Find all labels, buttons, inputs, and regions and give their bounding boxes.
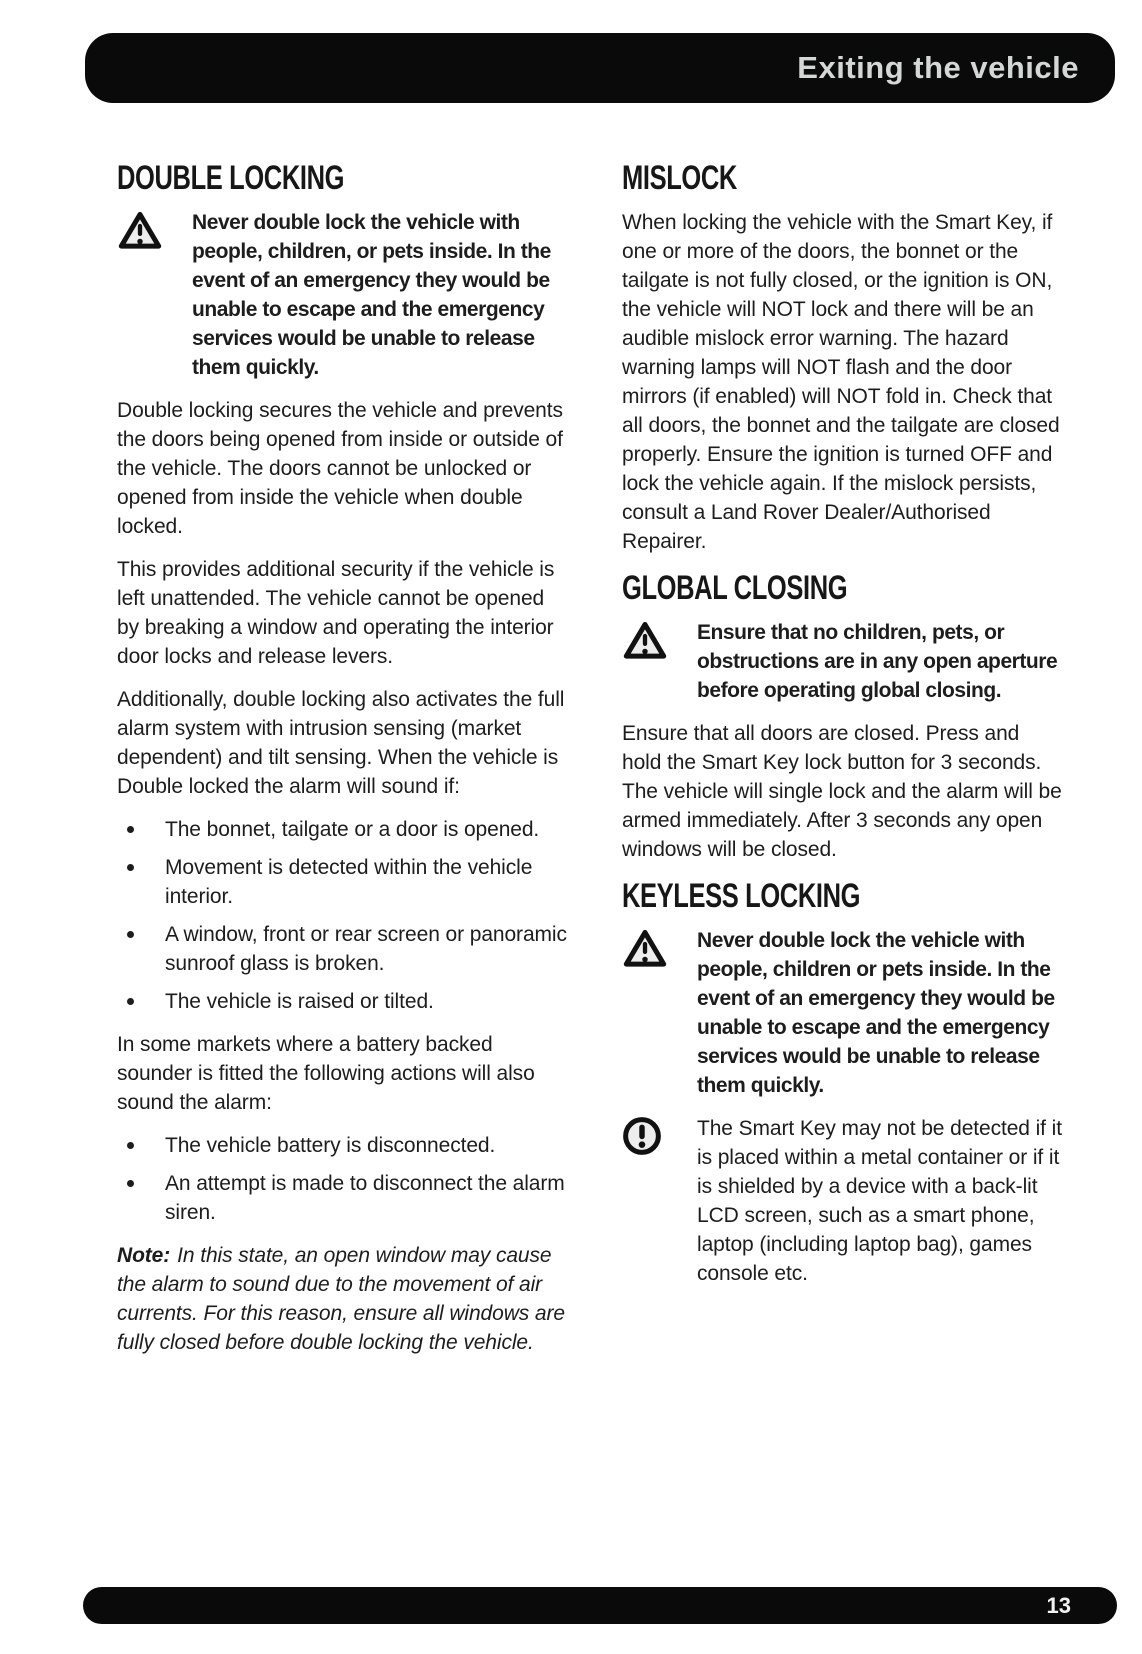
warning-triangle-icon xyxy=(622,926,697,1100)
bullet-icon xyxy=(117,815,165,844)
info-circle-exclamation-icon xyxy=(622,1114,697,1288)
bullet-icon xyxy=(117,987,165,1016)
paragraph: Ensure that all doors are closed. Press and hold the Smart Key lock button for 3 seconds. The vehicle will single lock and the alarm will be armed immediately. After 3 seconds any open windows will be closed. xyxy=(622,722,1062,861)
warning-triangle-icon xyxy=(117,208,192,382)
list-item: The bonnet, tailgate or a door is opened. xyxy=(117,815,567,844)
paragraph: When locking the vehicle with the Smart Key, if one or more of the doors, the bonnet or the tailgate is not fully closed, or the ignition is ON, the vehicle will NOT lock and there will be an audible mislock error warning. The hazard warning lamps will NOT flash and the door mirrors (if enabled) will NOT fold in. Check that all doors, the bonnet and the tailgate are closed properly. Ensure the ignition is turned OFF and lock the vehicle again. If the mislock persists, consult a Land Rover Dealer/Authorised Repairer. xyxy=(622,211,1060,553)
list-item: The vehicle is raised or tilted. xyxy=(117,987,567,1016)
section-heading-global-closing: GLOBAL CLOSING xyxy=(622,569,848,607)
paragraph: Double locking secures the vehicle and prevents the doors being opened from inside or outside of the vehicle. The doors cannot be unlocked or opened from inside the vehicle when double locked. xyxy=(117,399,563,538)
bullet-icon xyxy=(117,1169,165,1227)
list-item: A window, front or rear screen or panoramic sunroof glass is broken. xyxy=(117,920,567,978)
page-footer-bar xyxy=(83,1587,1117,1624)
warning-callout xyxy=(622,926,1062,1100)
warning-text: Ensure that no children, pets, or obstructions are in any open aperture before operating global closing. xyxy=(697,621,1058,702)
list-item: The vehicle battery is disconnected. xyxy=(117,1131,567,1160)
list-item: Movement is detected within the vehicle interior. xyxy=(117,853,567,911)
page-title: Exiting the vehicle xyxy=(797,50,1079,85)
bullet-icon xyxy=(117,920,165,978)
warning-text: Never double lock the vehicle with people, children or pets inside. In the event of an emergency they would be unable to escape and the emergency services would be unable to release them quickly. xyxy=(697,929,1055,1097)
warning-callout xyxy=(622,618,1062,705)
bullet-icon xyxy=(117,853,165,911)
alarm-trigger-list xyxy=(117,815,567,1016)
warning-callout xyxy=(117,208,567,382)
list-item: An attempt is made to disconnect the alarm siren. xyxy=(117,1169,567,1227)
section-heading-double-locking: DOUBLE LOCKING xyxy=(117,159,345,197)
paragraph: Additionally, double locking also activates the full alarm system with intrusion sensing (market dependent) and tilt sensing. When the vehicle is Double locked the alarm will sound if: xyxy=(117,688,565,798)
battery-sounder-list xyxy=(117,1131,567,1227)
bullet-icon xyxy=(117,1131,165,1160)
page-number: 13 xyxy=(1046,1592,1071,1618)
right-column xyxy=(622,160,1062,1357)
info-text: The Smart Key may not be detected if it is placed within a metal container or if it is shielded by a device with a back-lit LCD screen, such as a smart phone, laptop (including laptop bag), games console etc. xyxy=(697,1117,1062,1285)
page-header-bar xyxy=(85,33,1115,103)
warning-triangle-icon xyxy=(622,618,697,705)
section-heading-mislock: MISLOCK xyxy=(622,159,737,197)
note-label: Note: xyxy=(117,1244,171,1267)
info-callout xyxy=(622,1114,1062,1288)
section-heading-keyless-locking: KEYLESS LOCKING xyxy=(622,877,861,915)
warning-text: Never double lock the vehicle with people, children, or pets inside. In the event of an emergency they would be unable to escape and the emergency services would be unable to release them quickly. xyxy=(192,211,551,379)
page-content xyxy=(117,160,1062,1357)
left-column xyxy=(117,160,567,1357)
note-paragraph xyxy=(117,1241,567,1357)
note-text: In this state, an open window may cause the alarm to sound due to the movement of air currents. For this reason, ensure all windows are fully closed before double locking the vehicle. xyxy=(117,1244,565,1354)
paragraph: This provides additional security if the vehicle is left unattended. The vehicle cannot be opened by breaking a window and operating the interior door locks and release levers. xyxy=(117,558,555,668)
paragraph: In some markets where a battery backed sounder is fitted the following actions will also sound the alarm: xyxy=(117,1033,535,1114)
